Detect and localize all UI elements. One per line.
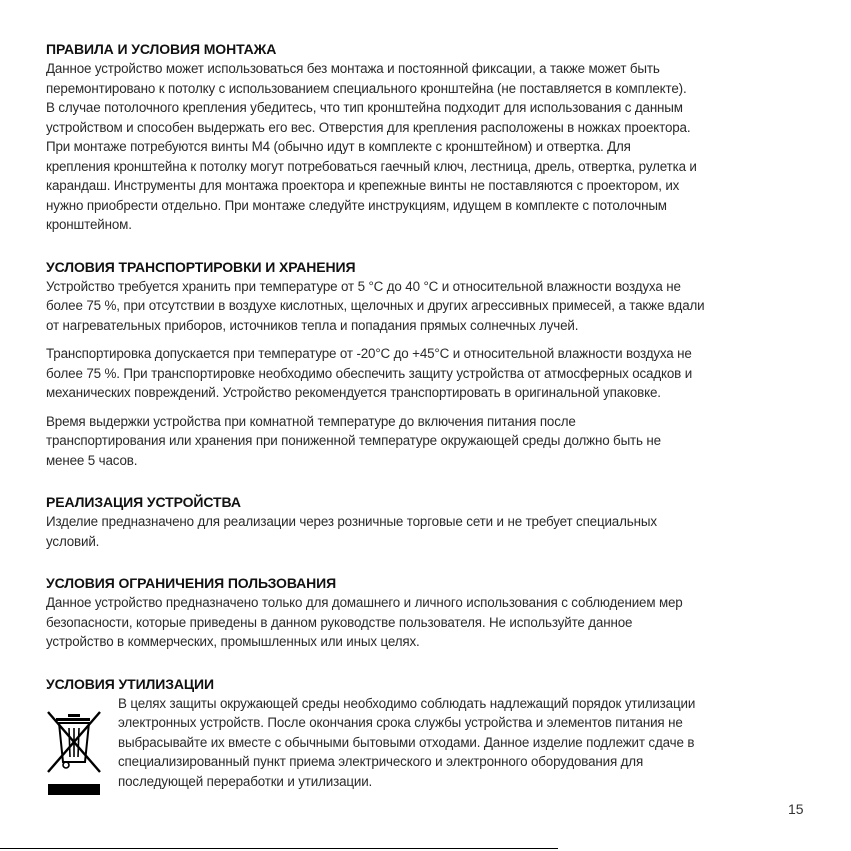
usage-heading: УСЛОВИЯ ОГРАНИЧЕНИЯ ПОЛЬЗОВАНИЯ (46, 575, 337, 591)
mounting-text: Данное устройство может использоваться без монтажа и постоянной фиксации, а также может быть перемонтировано к потолку с использованием специального кронштейна (не поставляется в комплекте). В случае потолочного крепления убедитесь, что тип кронштейна подходит для использования с данным устройством и способен выдержать его вес. Отверстия для крепления расположены в ножках проектора. При монтаже потребуются винты М4 (обычно идут в комплекте с кронштейном) и отвертка. Для крепления кронштейна к потолку могут потребоваться гаечный ключ, лестница, дрель, отвертка, рулетка и карандаш. Инструменты для монтажа проектора и крепежные винты не поставляются с проектором, их нужно приобрести отдельно. При монтаже следуйте инструкциям, идущем в комплекте с потолочным кронштейном. (46, 61, 697, 232)
disposal-heading: УСЛОВИЯ УТИЛИЗАЦИИ (46, 675, 214, 692)
mounting-section (46, 40, 811, 235)
transport-paragraph-warmup: Время выдержки устройства при комнатной температуре до включения питания после транспортирования или хранения при пониженной температуре окружающей среды должно быть не менее 5 часов. (46, 413, 661, 468)
disposal-text: В целях защиты окружающей среды необходимо соблюдать надлежащий порядок утилизации электронных устройств. После окончания срока службы устройства и элементов питания не выбрасывайте их вместе с обычными бытовыми отходами. Данное изделие подлежит сдаче в специализированный пункт приема электрического и электронного оборудования для последующей переработки и утилизации. (118, 695, 696, 789)
crossed-out-wheelie-bin-icon (46, 710, 102, 800)
disposal-section (46, 675, 811, 800)
page-number: 15 (788, 801, 804, 817)
usage-text: Данное устройство предназначено только для домашнего и личного использования с соблюдением мер безопасности, которые приведены в данном руководстве пользователя. Не используйте данное устройство в коммерческих, промышленных или иных целях. (46, 595, 683, 649)
transport-heading: УСЛОВИЯ ТРАНСПОРТИРОВКИ И ХРАНЕНИЯ (46, 258, 356, 275)
disposal-body (46, 694, 811, 800)
bottom-divider (0, 848, 558, 849)
transport-paragraph-storage: Устройство требуется хранить при температуре от 5 °С до 40 °С и относительной влажности воздуха не более 75 %, при отсутствии в воздухе кислотных, щелочных и других агрессивных примесей, а также вдали от нагревательных приборов, источников тепла и попадания прямых солнечных лучей. (46, 278, 705, 333)
usage-section (46, 574, 811, 652)
sale-heading: РЕАЛИЗАЦИЯ УСТРОЙСТВА (46, 494, 241, 510)
mounting-heading: ПРАВИЛА И УСЛОВИЯ МОНТАЖА (46, 41, 277, 57)
transport-paragraph-transport: Транспортировка допускается при температуре от -20°С до +45°С и относительной влажности воздуха не более 75 %. При транспортировке необходимо обеспечить защиту устройства от атмосферных осадков и механических повреждений. Устройство рекомендуется транспортировать в оригинальной упаковке. (46, 346, 693, 400)
manual-page (46, 40, 811, 800)
sale-text: Изделие предназначено для реализации через розничные торговые сети и не требует специальных условий. (46, 514, 657, 549)
sale-section (46, 493, 811, 551)
transport-section (46, 258, 811, 471)
